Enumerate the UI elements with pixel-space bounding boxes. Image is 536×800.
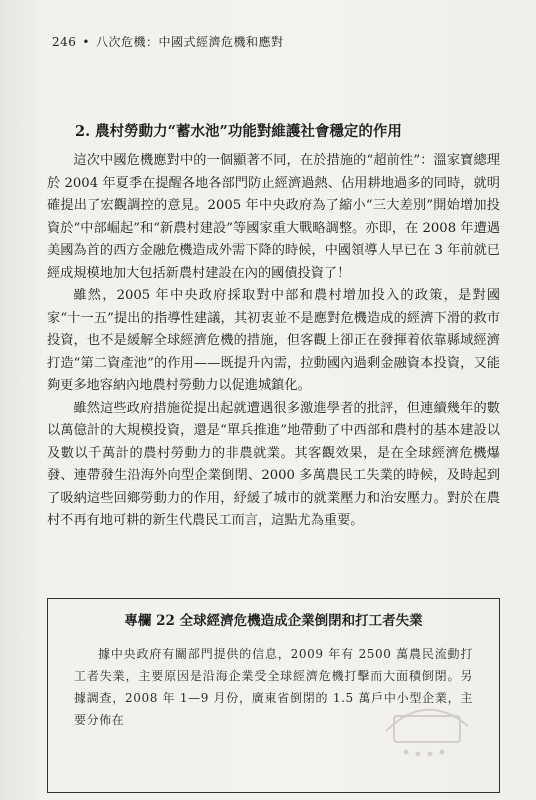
section-heading: 2. 農村勞動力“蓄水池”功能對維護社會穩定的作用 [75,123,402,140]
body-text [47,150,500,533]
sidebar-body: 據中央政府有關部門提供的信息，2009 年有 2500 萬農民流動打工者失業，主要原因是沿海企業受全球經濟危機打擊而大面積倒閉。另據調查，2008 年 1—9 月份，廣東省倒閉的 1.5 萬戶中小型企業，主要分佈在 [74,647,473,727]
seal-watermark-icon [376,686,476,766]
paragraph: 雖然，2005 年中央政府採取對中部和農村增加投入的政策，是對國家“十一五”提出的指導性建議，其初衷並不是應對危機造成的經濟下滑的救市投資，也不是緩解全球經濟危機的措施，但客觀上卻正在發揮着依靠縣域經濟打造“第二資產池”的作用——既提升內需，拉動國內過剩金融資本投資，又能夠更多地容納內地農村勞動力以促進城鎮化。 [47,288,500,393]
sidebar-title: 專欄 22 全球經濟危機造成企業倒閉和打工者失業 [124,613,423,629]
paragraph: 這次中國危機應對中的一個顯著不同，在於措施的“超前性”：溫家寶總理於 2004 年夏季在提醒各地各部門防止經濟過熱、佔用耕地過多的同時，就明確提出了宏觀調控的意見。2005 年中央政府為了縮小“三大差別”開始增加投資於“中部崛起”和“新農村建設”等國家重大戰略調整。亦即，在 2008 年遭遇美國為首的西方金融危機造成外需下降的時候，中國領導人早已在 3 年前就已經成規模地加大包括新農村建設在內的國債投資了！ [47,153,500,281]
running-head [52,33,284,50]
paragraph: 雖然這些政府措施從提出起就遭遇很多激進學者的批評，但連續幾年的數以萬億計的大規模投資，還是“單兵推進”地帶動了中西部和農村的基本建設以及數以千萬計的農村勞動力的非農就業。其客觀效果，是在全球經濟危機爆發、連帶發生沿海外向型企業倒閉、2000 多萬農民工失業的時候，及時起到了吸納這些回鄉勞動力的作用，紓緩了城市的就業壓力和治安壓力。對於在農村不再有地可耕的新生代農民工而言，這點尤為重要。 [47,400,500,528]
page-number: 246 [52,35,77,49]
running-head-title: 八次危機：中國式經濟危機和應對 [95,35,284,49]
running-head-separator: • [82,35,90,49]
